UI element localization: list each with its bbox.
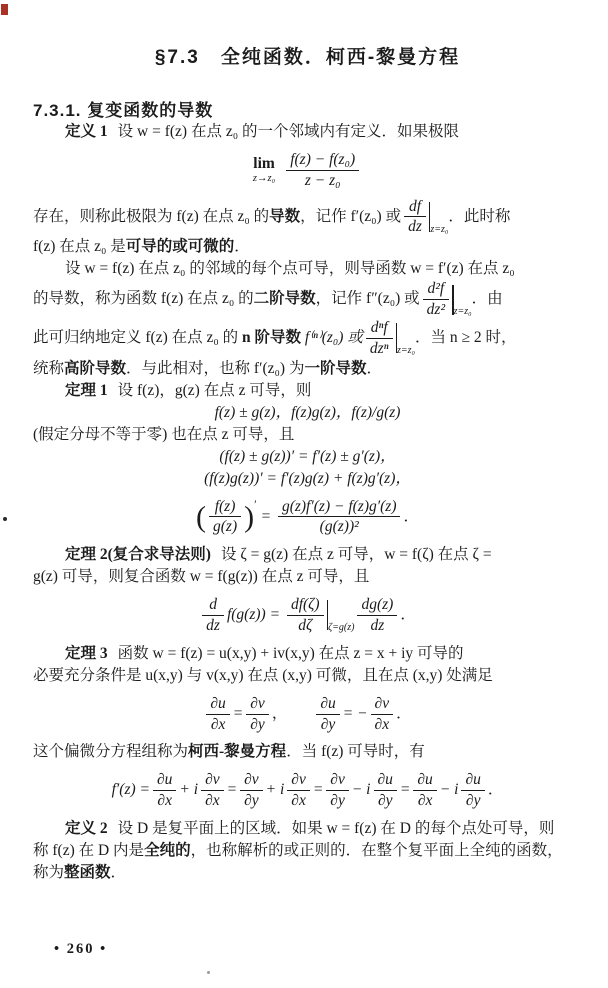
text-segment: 这个偏微分方程组称为 [33,743,189,761]
math-segment: = [312,781,324,799]
text-segment: ．当 n ≥ 2 时， [415,328,517,346]
period: ． [487,781,504,799]
definition-2-label: 定义 2 [65,820,108,837]
fraction-numerator: f(z) − f(z₀) [286,151,359,171]
fraction-denominator: dζ [298,616,313,634]
fraction-numerator: ∂v [287,771,310,791]
du-dx-fraction [413,771,436,810]
subsection-title: 7.3.1. 复变函数的导数 [33,101,214,120]
second-derivative-line-2 [33,280,582,319]
period: ． [396,704,412,722]
theorem-3-line-2: 必要充分条件是 u(x,y) 与 v(x,y) 在点 (x,y) 可微，且在点 (x,y) 处满足 [33,666,493,684]
du-dx-fraction [206,695,229,734]
limit-operator [253,156,275,184]
page-body [0,42,608,884]
du-dy-fraction [374,771,397,810]
text-segment: 设 w = f(z) 在点 z₀ 的邻域的每个点可导，则导函数 w = f′(z) 在点 z₀ [65,260,515,278]
evaluation-bar [396,323,416,356]
theorem-3-line-1 [33,643,582,665]
margin-dot [3,517,7,521]
theorem-1-line [33,380,582,402]
fraction-numerator: ∂v [371,695,394,715]
fraction-denominator: ∂y [320,715,336,733]
fraction-numerator: ∂u [413,771,436,791]
second-derivative-line-1 [33,258,582,280]
theorem-2-line-1 [33,544,582,566]
definition-1-text: 设 w = f(z) 在点 z₀ 的一个邻域内有定义．如果极限 [117,123,459,140]
comma: ， [271,704,288,722]
fraction-numerator: g(z)f′(z) − f(z)g′(z) [278,498,401,518]
text-segment: ，记作 f′(z₀) 或 [300,207,402,225]
fraction-denominator: dz [370,616,385,634]
chain-rule-formula [33,596,582,635]
text-segment: ．与此相对，也称 f′(z₀) 为 [126,359,305,377]
theorem-3-text: 函数 w = f(z) = u(x,y) + iv(x,y) 在点 z = x + iy 可导的 [117,644,464,662]
fraction-denominator: dz [408,218,422,236]
bold-term-second-derivative: 二阶导数 [253,290,316,308]
fraction-denominator: dz² [426,301,446,319]
definition-1-line [33,121,582,143]
left-paren: ( [196,499,206,533]
function-list-formula: f(z) ± g(z)，f(z)g(z)，f(z)/g(z) [214,403,401,421]
fraction-numerator: ∂u [316,695,339,715]
limit-formula [33,151,582,190]
text-segment: ，也称解析的或正则的．在整个复平面上全纯的函数， [190,842,563,859]
fraction-numerator: d [202,596,224,616]
evaluation-subscript: ζ=g(z) [328,622,355,633]
text-segment: ． [366,359,382,377]
paper-speck [207,971,210,974]
equals-sign: = [232,704,244,722]
fraction-denominator: ∂y [465,792,481,810]
fraction-numerator: ∂v [240,771,263,791]
fraction-denominator: ∂y [330,792,345,810]
theorem-2-line-2: g(z) 可导，则复合函数 w = f(g(z)) 在点 z 可导，且 [33,568,370,586]
lim-word: lim [253,155,275,173]
equals-sign: = [269,606,281,623]
bold-term-first-order: 一阶导数 [304,359,367,377]
theorem-2-text: 设 ζ = g(z) 在点 z 可导，w = f(ζ) 在点 ζ = [220,546,492,564]
fraction-denominator: ∂x [210,715,226,733]
equals-sign: = [260,507,272,525]
theorem-1-text: 设 f(z)，g(z) 在点 z 可导，则 [117,381,312,399]
bold-term-cauchy-riemann: 柯西-黎曼方程 [188,743,287,761]
difference-quotient-fraction [286,151,359,190]
dnf-dzn-fraction [366,319,393,358]
dv-dy-fraction [240,771,263,810]
fraction-numerator: ∂v [246,695,269,715]
math-segment: = [399,781,411,799]
theorem-2-label: 定理 2(复合求导法则) [65,546,211,564]
fraction-denominator: ∂x [417,792,433,810]
bold-term-holomorphic: 全纯的 [144,842,191,859]
evaluation-bar [327,600,355,633]
d2f-dz2-fraction [423,280,449,319]
text-segment: ． [110,864,127,881]
fraction-denominator: ∂y [244,792,259,810]
fraction-numerator: df [404,198,426,218]
text-segment: 存在，则称此极限为 f(z) 在点 z₀ 的 [33,207,270,225]
corner-red-mark [1,4,8,15]
text-segment: 的导数，称为函数 f(z) 在点 z₀ 的 [33,290,254,308]
fraction-denominator: ∂x [157,792,172,810]
bold-term-derivative: 导数 [269,207,301,225]
fraction-denominator: z − z₀ [304,171,341,189]
fraction-numerator: ∂u [153,771,176,791]
fraction-denominator: g(z) [213,518,238,536]
page-number: • 260 • [54,941,108,957]
nth-derivative-line [33,319,582,358]
fraction-denominator: (g(z))² [319,518,359,536]
fraction-denominator: ∂x [291,792,306,810]
fraction-denominator: ∂y [377,792,393,810]
fraction-numerator: ∂v [201,771,224,791]
quotient-rhs-fraction [278,498,401,537]
definition-2-line-2 [33,840,582,862]
period: ． [403,507,419,525]
fraction-numerator: ∂u [374,771,397,791]
math-segment: f′(z) = [111,781,150,799]
fraction-numerator: dⁿf [366,319,393,339]
derivative-chain-identity [33,771,582,810]
theorem-3-label: 定理 3 [65,644,108,662]
du-dy-fraction [316,695,339,734]
dv-dy-fraction [326,771,349,810]
differentiable-line [33,236,582,258]
dv-dx-fraction [287,771,310,810]
product-rule-formula: (f(z)g(z))′ = f′(z)g(z) + f(z)g′(z)， [204,469,411,487]
evaluation-subscript: z=z₀ [397,344,416,356]
evaluation-subscript: z=z₀ [453,306,472,318]
equals-minus-sign: = − [342,704,368,722]
fraction-numerator: f(z) [209,498,241,518]
cr-naming-line [33,741,582,763]
derivative-notation-line [33,198,582,237]
text-segment: 此可归纳地定义 f(z) 在点 z₀ 的 [33,328,243,346]
dv-dy-fraction [246,695,269,734]
fraction-numerator: ∂u [461,771,484,791]
fraction-numerator: df(ζ) [287,596,324,616]
higher-order-line [33,358,582,380]
math-segment: f⁽ⁿ⁾(z₀) 或 [301,328,363,346]
text-segment: ．由 [471,290,503,308]
bold-term-higher-order: 高阶导数 [64,359,127,377]
quotient-rule-formula [33,498,582,537]
text-segment: ．当 f(z) 可导时，有 [286,743,425,761]
definition-2-line-3 [33,862,582,884]
math-segment: − i [439,781,459,799]
df-dzeta-fraction [287,596,324,635]
evaluation-bar [429,202,449,235]
lim-condition: z→z₀ [252,172,276,184]
text-segment: ． [234,238,250,256]
sum-rule-formula: (f(z) ± g(z))′ = f′(z) ± g′(z)， [219,447,396,465]
cauchy-riemann-equations [33,695,582,734]
text-segment: 称 f(z) 在 D 内是 [33,842,145,859]
math-segment: − i [351,781,371,799]
denominator-condition-line: (假定分母不等于零) 也在点 z 可导，且 [33,425,295,443]
definition-1-label: 定义 1 [65,123,108,140]
math-segment: + i [179,781,199,799]
theorem-1-label: 定理 1 [65,381,108,399]
evaluation-subscript: z=z₀ [430,223,449,235]
dv-dx-fraction [371,695,394,734]
du-dy-fraction [461,771,484,810]
fraction-denominator: dzⁿ [369,339,389,357]
fraction-denominator: ∂x [374,715,390,733]
fraction-denominator: dz [206,616,220,634]
bold-term-nth-derivative: n 阶导数 [242,328,302,346]
fraction-denominator: ∂y [250,715,265,733]
definition-2-line-1 [33,818,582,840]
d-dz-fraction [202,596,224,635]
text-segment: 统称 [33,359,65,377]
composite-argument: f(g(z)) [226,606,266,623]
f-over-g-fraction [209,498,241,537]
dg-dz-fraction [357,596,397,635]
du-dx-fraction [153,771,176,810]
section-title: §7.3 全纯函数．柯西-黎曼方程 [154,47,461,68]
bold-term: 可导的或可微的 [125,238,235,256]
definition-2-text: 设 D 是复平面上的区域．如果 w = f(z) 在 D 的每个点处可导，则 [117,820,555,837]
fraction-numerator: ∂v [326,771,349,791]
bold-term-entire-function: 整函数 [64,864,111,881]
fraction-denominator: ∂x [205,792,220,810]
fraction-numerator: ∂u [206,695,229,715]
math-segment: + i [265,781,285,799]
math-segment: = [226,781,238,799]
fraction-numerator: dg(z) [357,596,397,616]
dv-dx-fraction [201,771,224,810]
text-segment: 称为 [33,864,65,881]
fraction-numerator: d²f [423,280,449,300]
period: ． [400,606,416,623]
evaluation-bar [452,285,472,318]
right-paren: ) [244,499,255,533]
text-segment: ．此时称 [448,207,511,225]
text-segment: f(z) 在点 z₀ 是 [33,238,126,256]
prime-mark: ′ [254,496,257,511]
df-dz-fraction [404,198,426,237]
text-segment: ，记作 f″(z₀) 或 [315,290,420,308]
